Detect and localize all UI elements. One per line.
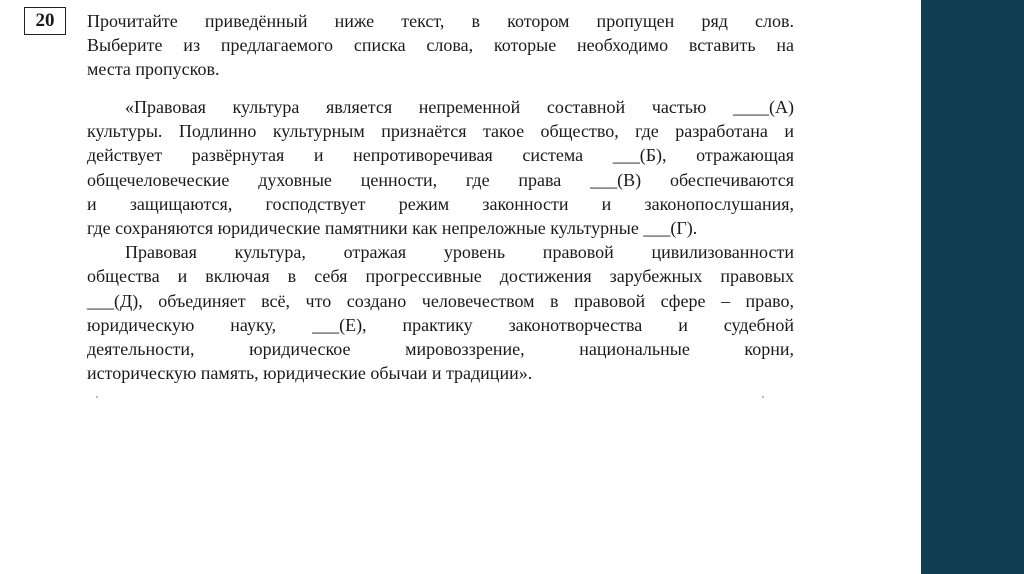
scan-speck bbox=[96, 396, 98, 398]
passage-line: юридическую науку, ___(Е), практику законотворчества и судебной bbox=[87, 314, 794, 335]
passage-line: «Правовая культура является непременной составной частью ____(А) bbox=[125, 97, 794, 117]
passage-line: Правовая культура, отражая уровень правовой цивилизованности bbox=[125, 242, 794, 263]
instruction-line: места пропусков. bbox=[87, 59, 220, 79]
task-number-box: 20 bbox=[24, 7, 66, 35]
task-instruction bbox=[87, 9, 794, 81]
passage-line: ___(Д), объединяет всё, что создано человечеством в правовой сфере – право, bbox=[87, 290, 794, 311]
passage-line: деятельности, юридическое мировоззрение, национальные корни, bbox=[87, 339, 794, 360]
passage-paragraph-2 bbox=[87, 240, 794, 385]
passage-paragraph-1 bbox=[87, 95, 794, 240]
passage-line: общества и включая в себя прогрессивные достижения зарубежных правовых bbox=[87, 266, 794, 287]
passage-line: историческую память, юридические обычаи и традиции». bbox=[87, 363, 533, 384]
passage-line: общечеловеческие духовные ценности, где права ___(В) обеспечиваются bbox=[87, 169, 794, 190]
passage-line: культуры. Подлинно культурным признаётся такое общество, где разработана и bbox=[87, 121, 794, 142]
passage-line: и защищаются, господствует режим законности и законопослушания, bbox=[87, 193, 794, 214]
scan-speck bbox=[762, 396, 764, 398]
instruction-line: Прочитайте приведённый ниже текст, в котором пропущен ряд слов. bbox=[87, 11, 794, 31]
passage-text bbox=[87, 95, 794, 385]
instruction-line: Выберите из предлагаемого списка слова, которые необходимо вставить на bbox=[87, 35, 794, 55]
side-bar bbox=[921, 0, 1024, 574]
passage-line: действует развёрнутая и непротиворечивая система ___(Б), отражающая bbox=[87, 145, 794, 166]
passage-line: где сохраняются юридические памятники как непреложные культурные ___(Г). bbox=[87, 218, 698, 239]
